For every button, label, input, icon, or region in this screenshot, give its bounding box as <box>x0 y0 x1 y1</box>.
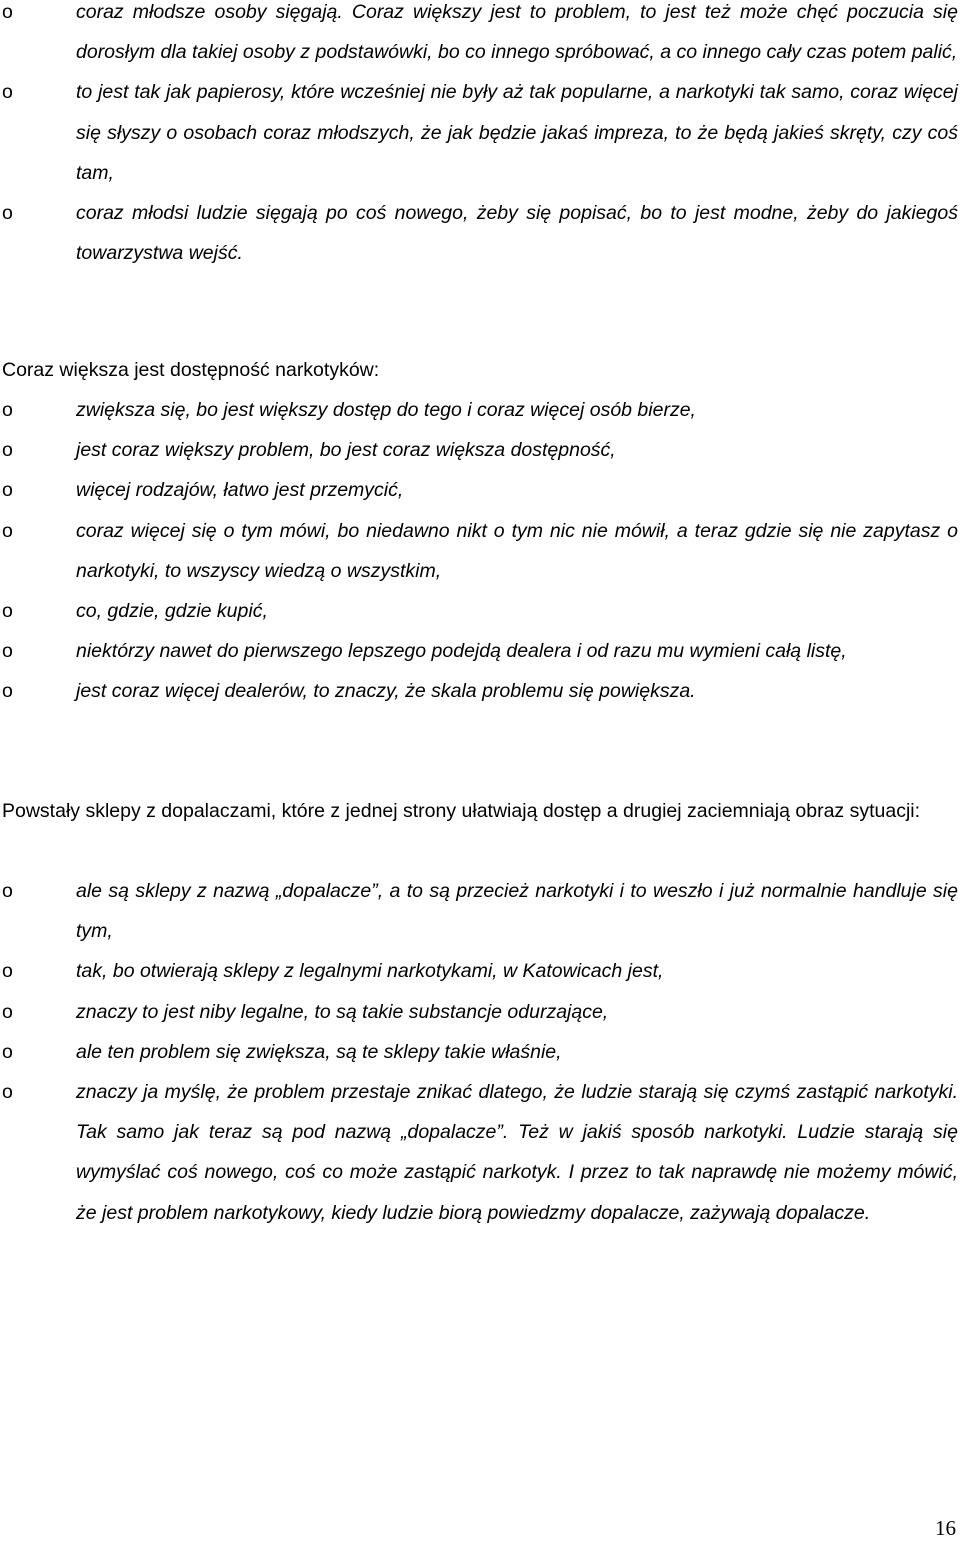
section-heading-legal-highs: Powstały sklepy z dopalaczami, które z jednej strony ułatwiają dostęp a drugiej zaciemniają obraz sytuacji: <box>2 800 921 822</box>
list-item <box>0 193 958 273</box>
bullet-list-2 <box>0 390 958 712</box>
list-item-text: to jest tak jak papierosy, które wcześniej nie były aż tak popularne, a narkotyki tak samo, coraz więcej się słyszy o osobach coraz młodszych, że jak będzie jakaś impreza, to że będą jakieś skręty, czy coś tam, <box>76 81 958 184</box>
bullet-icon: o <box>2 600 13 623</box>
bullet-icon: o <box>2 519 13 542</box>
bullet-icon: o <box>2 399 13 421</box>
bullet-icon: o <box>2 81 13 104</box>
bullet-icon: o <box>2 1000 13 1023</box>
list-item <box>0 470 958 510</box>
list-item <box>0 671 958 711</box>
bullet-icon: o <box>2 640 13 663</box>
list-item <box>0 631 958 671</box>
section-heading-availability: Coraz większa jest dostępność narkotyków: <box>2 359 380 381</box>
list-item <box>0 1032 958 1072</box>
bullet-icon: o <box>2 479 13 502</box>
bullet-icon: o <box>2 680 13 703</box>
bullet-icon: o <box>2 1081 13 1104</box>
list-item <box>0 591 958 631</box>
bullet-list-1 <box>0 0 958 273</box>
bullet-icon: o <box>2 202 13 225</box>
list-item-text: ale ten problem się zwiększa, są te sklepy takie właśnie, <box>76 1040 562 1063</box>
list-item <box>0 390 958 430</box>
bullet-icon: o <box>2 880 13 902</box>
bullet-icon: o <box>2 1040 13 1063</box>
list-item-text: znaczy ja myślę, że problem przestaje znikać dlatego, że ludzie starają się czymś zastąpić narkotyki. Tak samo jak teraz są pod nazwą „dopalacze”. Też w jakiś sposób narkotyki. Ludzie starają się wymyślać coś nowego, coś co może zastąpić narkotyk. I przez to tak naprawdę nie możemy mówić, że jest problem narkotykowy, kiedy ludzie biorą powiedzmy dopalacze, zażywają dopalacze. <box>76 1081 958 1224</box>
list-item <box>0 871 958 951</box>
bullet-list-3 <box>0 871 958 1233</box>
bullet-icon: o <box>2 1 13 23</box>
list-item <box>0 0 958 72</box>
bullet-icon: o <box>2 439 13 462</box>
list-item-text: zwiększa się, bo jest większy dostęp do tego i coraz więcej osób bierze, <box>76 399 696 421</box>
list-item-text: tak, bo otwierają sklepy z legalnymi narkotykami, w Katowicach jest, <box>76 960 664 983</box>
list-item <box>0 430 958 470</box>
list-item-text: więcej rodzajów, łatwo jest przemycić, <box>76 479 404 502</box>
page-number: 16 <box>935 1516 956 1540</box>
bullet-icon: o <box>2 960 13 983</box>
list-item-text: co, gdzie, gdzie kupić, <box>76 600 268 623</box>
list-item <box>0 1072 958 1233</box>
list-item-text: jest coraz większy problem, bo jest coraz większa dostępność, <box>76 439 616 462</box>
list-item-text: znaczy to jest niby legalne, to są takie substancje odurzające, <box>76 1000 609 1023</box>
list-item <box>0 72 958 193</box>
list-item <box>0 992 958 1032</box>
list-item <box>0 511 958 591</box>
list-item <box>0 951 958 991</box>
list-item-text: niektórzy nawet do pierwszego lepszego podejdą dealera i od razu mu wymieni całą listę, <box>76 640 847 663</box>
list-item-text: ale są sklepy z nazwą „dopalacze”, a to są przecież narkotyki i to weszło i już normalnie handluje się tym, <box>76 880 958 943</box>
list-item-text: jest coraz więcej dealerów, to znaczy, że skala problemu się powiększa. <box>76 680 696 703</box>
list-item-text: coraz młodsze osoby sięgają. Coraz większy jest to problem, to jest też może chęć poczucia się dorosłym dla takiej osoby z podstawówki, bo co innego spróbować, a co innego cały czas potem palić, <box>76 1 958 64</box>
list-item-text: coraz więcej się o tym mówi, bo niedawno nikt o tym nic nie mówił, a teraz gdzie się nie zapytasz o narkotyki, to wszyscy wiedzą o wszystkim, <box>76 519 958 582</box>
list-item-text: coraz młodsi ludzie sięgają po coś nowego, żeby się popisać, bo to jest modne, żeby do jakiegoś towarzystwa wejść. <box>76 202 958 265</box>
